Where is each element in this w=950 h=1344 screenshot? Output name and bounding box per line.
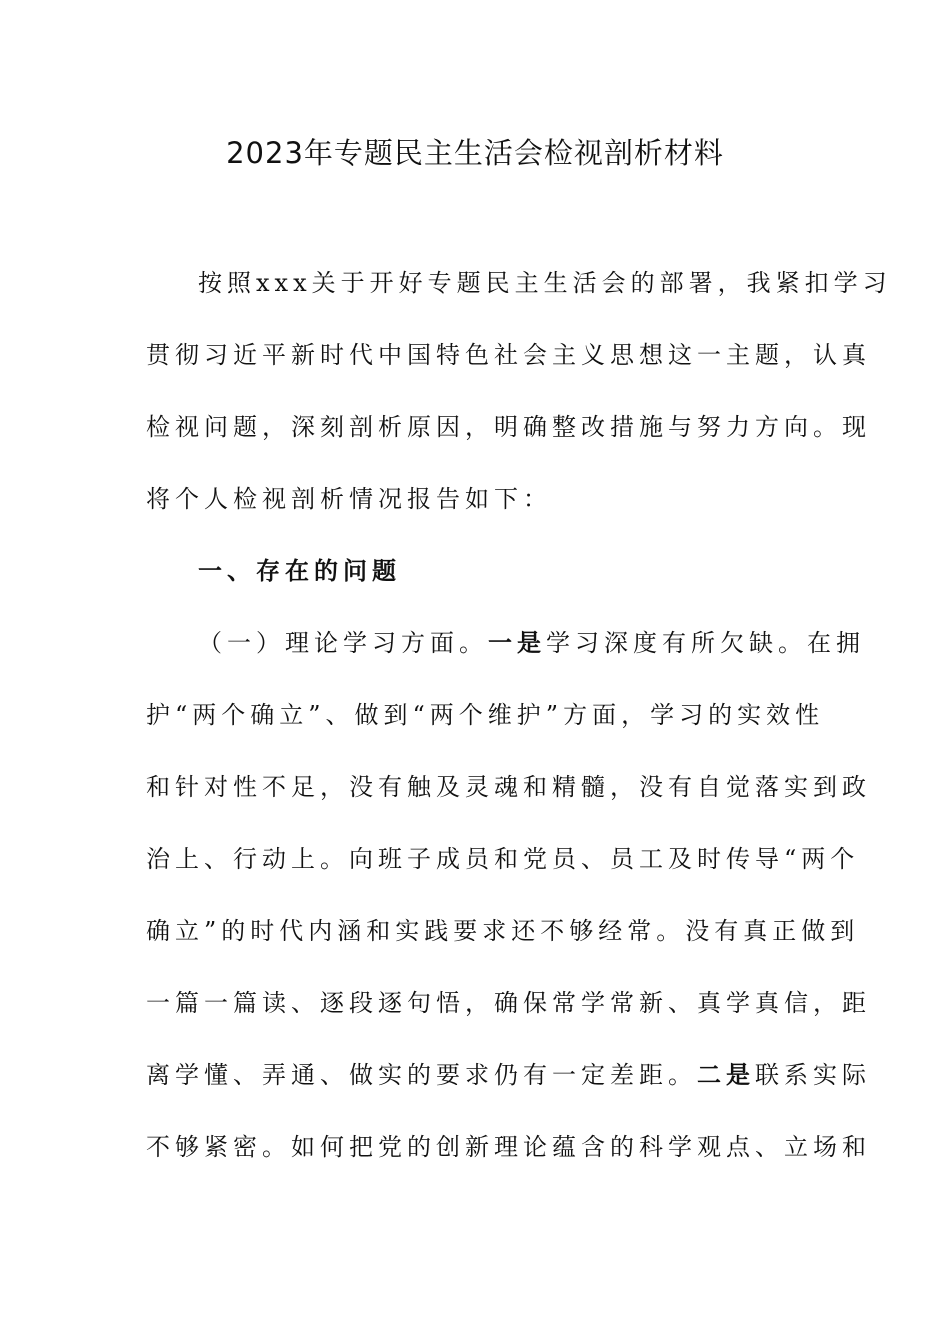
body-line: 护“两个确立”、做到“两个维护”方面，学习的实效性: [146, 701, 825, 729]
body-line: 治上、行动上。向班子成员和党员、员工及时传导“两个: [146, 845, 860, 873]
subsection-line: [146, 607, 865, 679]
intro-line: 将个人检视剖析情况报告如下：: [146, 485, 552, 513]
body-text-segment: 联系实际: [755, 1061, 871, 1089]
document-title: 2023年专题民主生活会检视剖析材料: [226, 136, 724, 170]
bold-point-label: 二是: [697, 1061, 755, 1089]
intro-line: 按照xxx关于开好专题民主生活会的部署，我紧扣学习: [198, 269, 892, 297]
intro-line: 贯彻习近平新时代中国特色社会主义思想这一主题，认真: [146, 341, 871, 369]
intro-line: 检视问题，深刻剖析原因，明确整改措施与努力方向。现: [146, 413, 871, 441]
body-text-segment: 离学懂、弄通、做实的要求仍有一定差距。: [146, 1061, 697, 1089]
body-line: 确立”的时代内涵和实践要求还不够经常。没有真正做到: [146, 917, 860, 945]
document-body: [146, 247, 892, 1183]
bold-point-label: 一是: [488, 629, 546, 657]
body-line: 一篇一篇读、逐段逐句悟，确保常学常新、真学真信，距: [146, 989, 871, 1017]
body-line: 和针对性不足，没有触及灵魂和精髓，没有自觉落实到政: [146, 773, 871, 801]
subsection-text: 学习深度有所欠缺。在拥: [546, 629, 865, 657]
section-heading: 一、存在的问题: [198, 557, 401, 585]
subsection-prefix: （一）理论学习方面。: [198, 629, 488, 657]
body-line: 不够紧密。如何把党的创新理论蕴含的科学观点、立场和: [146, 1133, 871, 1161]
body-line: [146, 1039, 871, 1111]
